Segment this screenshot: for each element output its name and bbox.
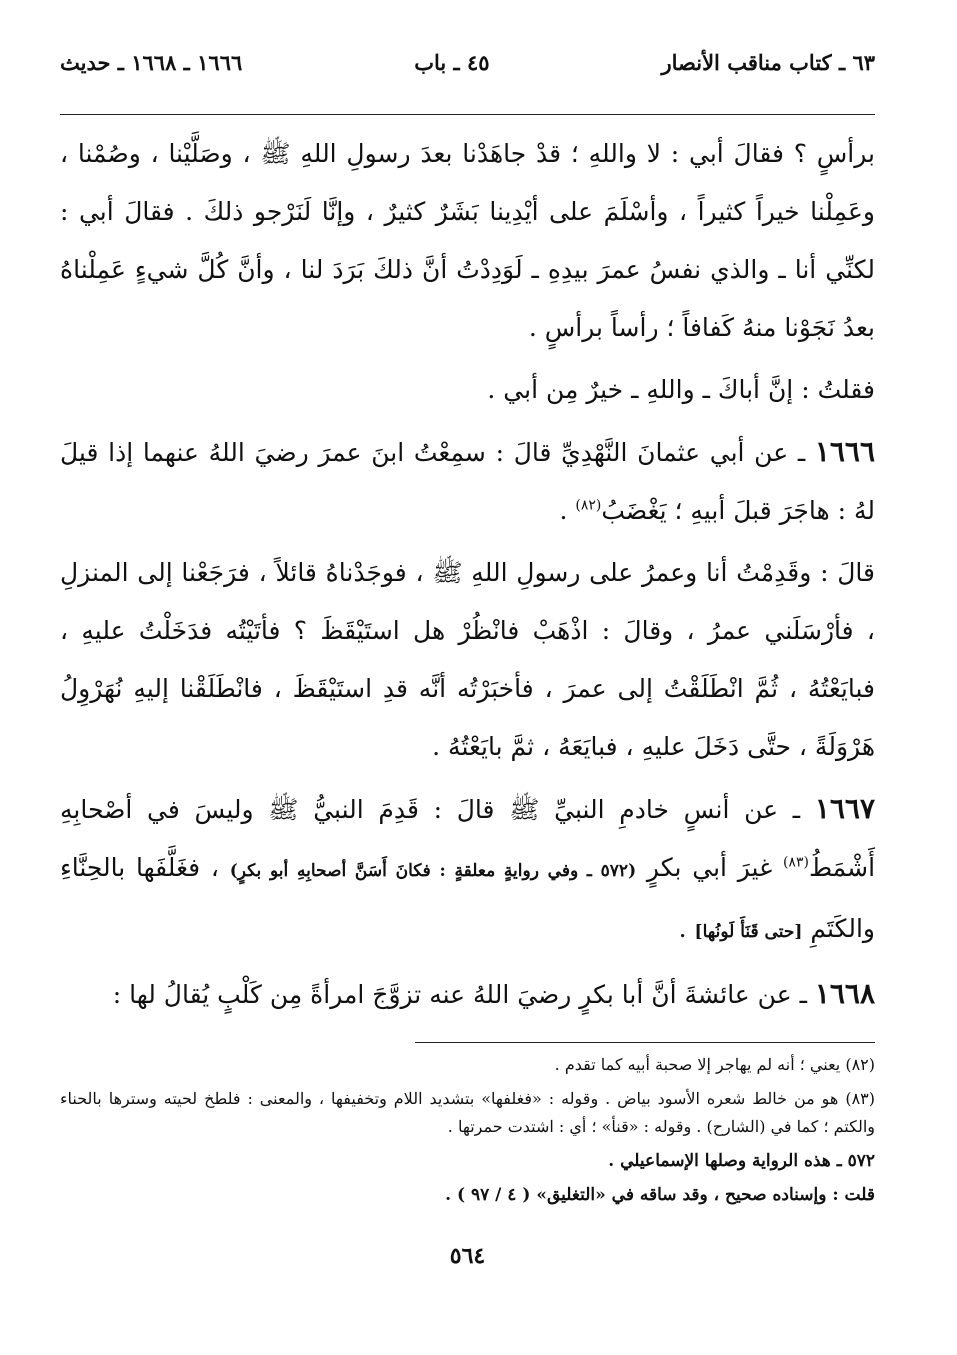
paragraph-qala: قالَ : وقَدِمْتُ أنا وعمرُ على رسولِ اللهِ ﷺ ، فوجَدْناهُ قائلاً ، فرَجَعْنا إلى المنزلِ ، فأرْسَلَني عمرُ ، وقالَ : اذْهَبْ فانْظُرْ هل استَيْقَظَ ؟ فأتَيْتُه فدَخَلْتُ عليهِ ، فبايَعْتُهُ ، ثُمَّ انْطَلَقْتُ إلى عمرَ ، فأخبَرْتُه أنَّه قدِ استَيْقَظَ ، فانْطَلَقْنا إليهِ نُهَرْوِلُ هَرْوَلَةً ، حتَّى دَخَلَ عليهِ ، فبايَعَهُ ، ثمَّ بايَعْتُهُ . [60, 558, 875, 761]
hadith-1667-text-3: ، فغَلَّفَها بالحِنَّاءِ والكَتَمِ [60, 853, 875, 943]
note-qultu: قلت : وإسناده صحيح ، وقد ساقه في «التغليق» ( ٤ / ٩٧ ) . [445, 1185, 875, 1205]
footnotes [60, 1051, 875, 1209]
main-text [60, 125, 875, 1024]
header-bab: ٤٥ ـ باب [414, 50, 490, 75]
footnote-ref-82[interactable]: (٨٢) [575, 497, 602, 514]
header-chapter-title: ٦٣ ـ كتاب مناقب الأنصار [661, 50, 875, 75]
header-hadith-range: ١٦٦٦ ـ ١٦٦٨ ـ حديث [60, 50, 243, 75]
hadith-1667-mualaq-note: (٥٧٢ ـ وفي روايةٍ معلقةٍ : فكانَ أَسَنَّ أصحابِهِ أبو بكرٍ) [229, 861, 637, 881]
hadith-1666 [60, 423, 875, 540]
footnote-83: (٨٣) هو من خالط شعره الأسود بياض . وقوله : «فغلفها» بتشديد اللام وتخفيفها ، والمعنى : فلطخ لحيته وسترها بالحناء والكتم ؛ كما في (الشارح) . وقوله : «قنأ» ؛ أي : اشتدت حمرتها . [60, 1089, 875, 1136]
header-rule [60, 114, 875, 115]
hadith-1666-text: ـ عن أبي عثمانَ النَّهْدِيِّ قالَ : سمِعْتُ ابنَ عمرَ رضيَ اللهُ عنهما إذا قيلَ لهُ : هاجَرَ قبلَ أبيهِ ؛ يَغْضَبُ [60, 438, 875, 525]
paragraph-continuation: برأسٍ ؟ فقالَ أبي : لا واللهِ ؛ قدْ جاهَدْنا بعدَ رسولِ اللهِ ﷺ ، وصَلَّيْنا ، وصُمْنا ، وعَمِلْنا خيراً كثيراً ، وأسْلَمَ على أيْدِينا بَشَرٌ كثيرٌ ، وإنَّا لَنَرْجو ذلكَ . فقالَ أبي : لكنِّي أنا ـ والذي نفسُ عمرَ بيدِهِ ـ لَوَدِدْتُ أنَّ ذلكَ بَرَدَ لنا ، وأنَّ كُلَّ شيءٍ عَمِلْناهُ بعدُ نَجَوْنا منهُ كَفافاً ؛ رأساً برأسٍ . [60, 139, 875, 342]
footnote-82: (٨٢) يعني ؛ أنه لم يهاجر إلا صحبة أبيه كما تقدم . [554, 1055, 875, 1074]
running-header [60, 50, 875, 90]
hadith-1667-text: ـ عن أنسٍ خادمِ النبيِّ ﷺ قالَ : قَدِمَ النبيُّ ﷺ وليسَ في أصْحابِهِ أَشْمَطُ [60, 795, 876, 882]
hadith-number-1666: ١٦٦٦ [814, 435, 875, 468]
hadith-number-1668: ١٦٦٨ [814, 977, 875, 1010]
hadith-1667-end: . [678, 914, 695, 943]
hadith-1667 [60, 780, 875, 961]
paragraph-qultu: فقلتُ : إنَّ أباكَ ـ واللهِ ـ خيرٌ مِن أبي . [487, 375, 875, 404]
hadith-1667-text-2: غيرَ أبي بكرٍ [636, 853, 783, 882]
footnote-ref-83[interactable]: (٨٣) [782, 854, 809, 871]
hadith-1666-end: . [559, 496, 576, 525]
hadith-1668 [60, 965, 875, 1024]
hadith-1667-bracket-addition: [حتى قَنَأَ لَونُها] [694, 922, 803, 942]
footnote-rule [415, 1042, 875, 1043]
hadith-number-1667: ١٦٦٧ [814, 792, 875, 825]
book-page [60, 50, 875, 1269]
note-572: ٥٧٢ ـ هذه الرواية وصلها الإسماعيلي . [608, 1151, 875, 1171]
hadith-1668-text: ـ عن عائشةَ أنَّ أبا بكرٍ رضيَ اللهُ عنه تزوَّجَ امرأةً مِن كَلْبٍ يُقالُ لها : [112, 980, 815, 1009]
page-number: ٥٦٤ [449, 1243, 486, 1269]
